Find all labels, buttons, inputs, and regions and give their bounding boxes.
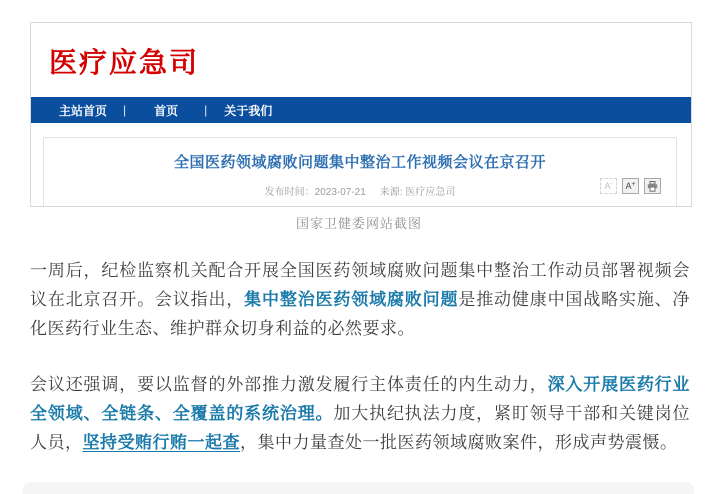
article-card xyxy=(43,137,677,207)
image-caption: 国家卫健委网站截图 xyxy=(295,216,422,231)
body-paragraph-2 xyxy=(30,370,690,457)
paragraph-text: 是推动健康中国战略实施、净化医药行业生态、维护群众切身利益的必然要求。 xyxy=(30,290,691,338)
highlighted-phrase: 集中整治医药领域腐败问题 xyxy=(244,290,459,309)
paragraph-text: ，集中力量查处一批医药领域腐败案件，形成声势震慑。 xyxy=(240,433,678,452)
source-value: 医疗应急司 xyxy=(405,187,456,198)
paragraph-text: 会议还强调，要以监督的外部推力激发履行主体责任的内生动力， xyxy=(30,375,548,394)
article-meta xyxy=(44,180,676,198)
site-navbar xyxy=(31,97,691,123)
paragraph-text: 一周后，纪检监察机关配合开展全国医药领域腐败问题集中整治工作动员部署视频会议在北京召开。会议指出， xyxy=(30,261,690,309)
site-title: 医疗应急司 xyxy=(49,47,200,78)
body-paragraph-1 xyxy=(30,256,690,343)
nav-separator: | xyxy=(123,103,127,117)
printer-icon xyxy=(647,181,658,192)
embedded-website-screenshot xyxy=(30,22,692,207)
font-increase-label: A xyxy=(625,180,632,191)
source-label: 来源: xyxy=(379,187,403,198)
font-decrease-sup: - xyxy=(610,180,613,188)
nav-item-main-home[interactable]: 主站首页 xyxy=(59,103,108,118)
nav-item-home[interactable]: 首页 xyxy=(154,103,179,118)
nav-item-about-us[interactable]: 关于我们 xyxy=(224,103,273,118)
font-decrease-button[interactable] xyxy=(600,178,617,194)
font-decrease-label: A xyxy=(604,180,611,191)
article-toolbar xyxy=(600,178,661,194)
highlighted-phrase: 深入开展医药行业全领域、全链条、全覆盖的系统治理。 xyxy=(30,375,691,423)
print-button[interactable] xyxy=(644,178,661,194)
quote-box-cutoff xyxy=(23,482,694,494)
publish-time-value: 2023-07-21 xyxy=(314,187,366,198)
nav-separator: | xyxy=(204,103,208,117)
font-increase-sup: + xyxy=(631,180,636,188)
publish-time-label: 发布时间： xyxy=(264,187,315,198)
article-headline: 全国医药领域腐败问题集中整治工作视频会议在京召开 xyxy=(173,154,546,171)
paragraph-text: 加大执纪执法力度，紧盯领导干部和关键岗位人员， xyxy=(30,404,691,452)
font-increase-button[interactable] xyxy=(622,178,639,194)
highlighted-underlined-phrase: 坚持受贿行贿一起查 xyxy=(82,433,240,452)
